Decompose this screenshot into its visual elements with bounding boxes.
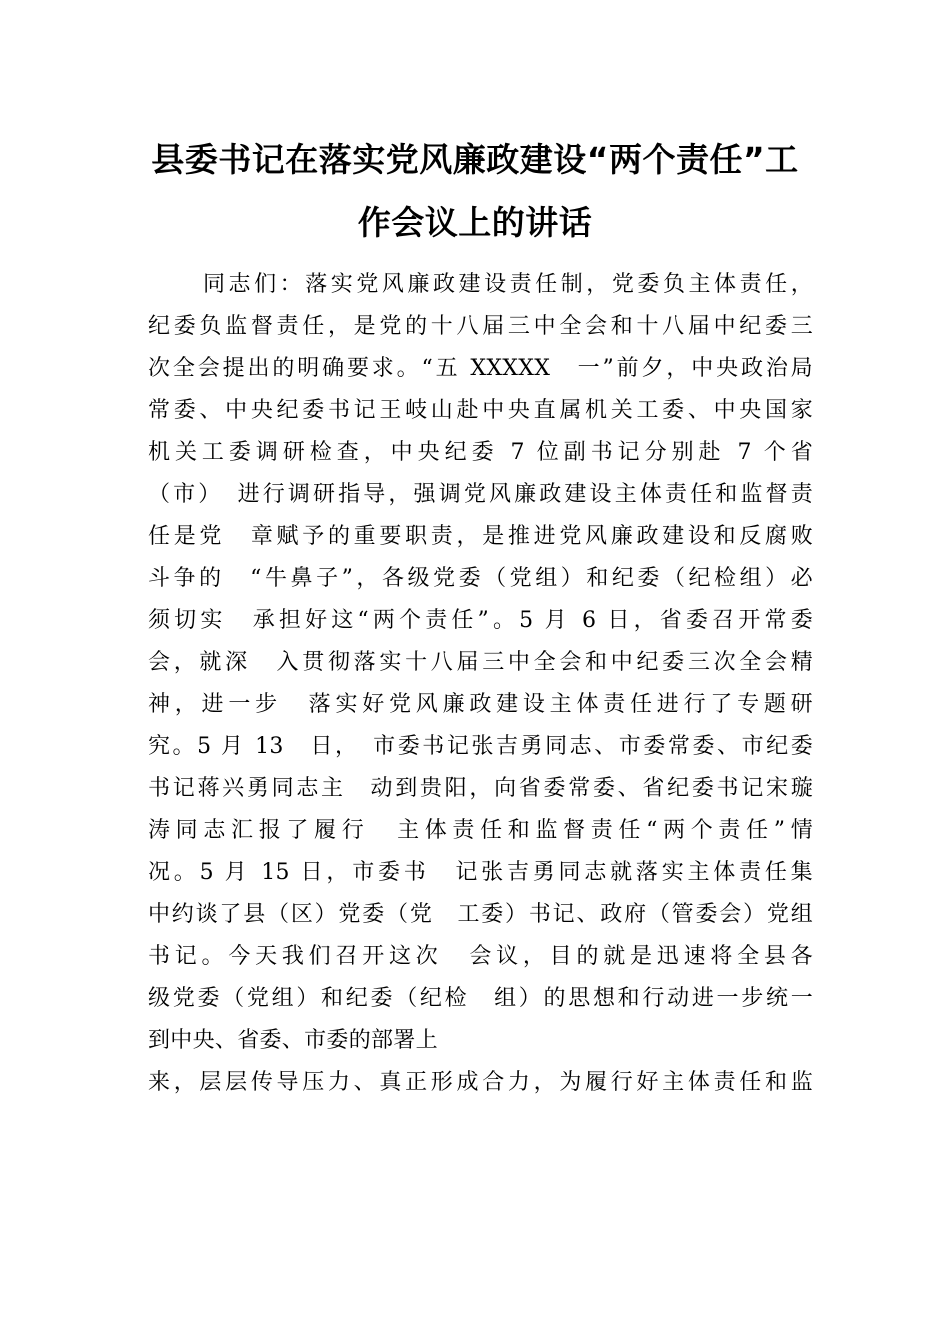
body-line-2: 纪委负监督责任，是党的十八届三中全会和十八届中纪委三 (148, 314, 813, 339)
document-title-line-1: 县委书记在落实党风廉政建设“两个责任”工 (151, 140, 799, 179)
body-line-16: 中约谈了县（区）党委（党 工委）书记、政府（管委会）党组 (148, 902, 813, 927)
body-line-4: 常委、中央纪委书记王岐山赴中央直属机关工委、中央国家 (148, 398, 813, 423)
body-line-8: 斗争的 “牛鼻子”，各级党委（党组）和纪委（纪检组）必 (148, 566, 813, 591)
body-line-20: 来，层层传导压力、真正形成合力，为履行好主体责任和监 (148, 1070, 813, 1095)
body-line-13: 书记蒋兴勇同志主 动到贵阳，向省委常委、省纪委书记宋璇 (148, 776, 813, 801)
body-line-15: 况。5 月 15 日，市委书 记张吉勇同志就落实主体责任集 (148, 860, 813, 885)
body-line-11: 神，进一步 落实好党风廉政建设主体责任进行了专题研 (148, 692, 813, 717)
body-line-10: 会，就深 入贯彻落实十八届三中全会和中纪委三次全会精 (148, 650, 813, 675)
body-line-3: 次全会提出的明确要求。“五 XXXXX 一”前夕，中央政治局 (148, 356, 813, 381)
body-line-6: （市） 进行调研指导，强调党风廉政建设主体责任和监督责 (148, 482, 813, 507)
body-line-9: 须切实 承担好这“两个责任”。5 月 6 日，省委召开常委 (148, 608, 813, 633)
body-line-19: 到中央、省委、市委的部署上 (148, 1028, 438, 1053)
body-line-17: 书记。今天我们召开这次 会议，目的就是迅速将全县各 (148, 944, 813, 969)
body-line-5: 机关工委调研检查，中央纪委 7 位副书记分别赴 7 个省 (148, 440, 813, 465)
body-line-18: 级党委（党组）和纪委（纪检 组）的思想和行动进一步统一 (148, 986, 813, 1011)
body-line-1: 同志们：落实党风廉政建设责任制，党委负主体责任， (203, 272, 813, 297)
document-title-line-2: 作会议上的讲话 (357, 203, 593, 242)
body-line-7: 任是党 章赋予的重要职责，是推进党风廉政建设和反腐败 (148, 524, 813, 549)
body-line-14: 涛同志汇报了履行 主体责任和监督责任“两个责任”情 (148, 818, 813, 843)
body-line-12: 究。5 月 13 日， 市委书记张吉勇同志、市委常委、市纪委 (148, 734, 813, 759)
